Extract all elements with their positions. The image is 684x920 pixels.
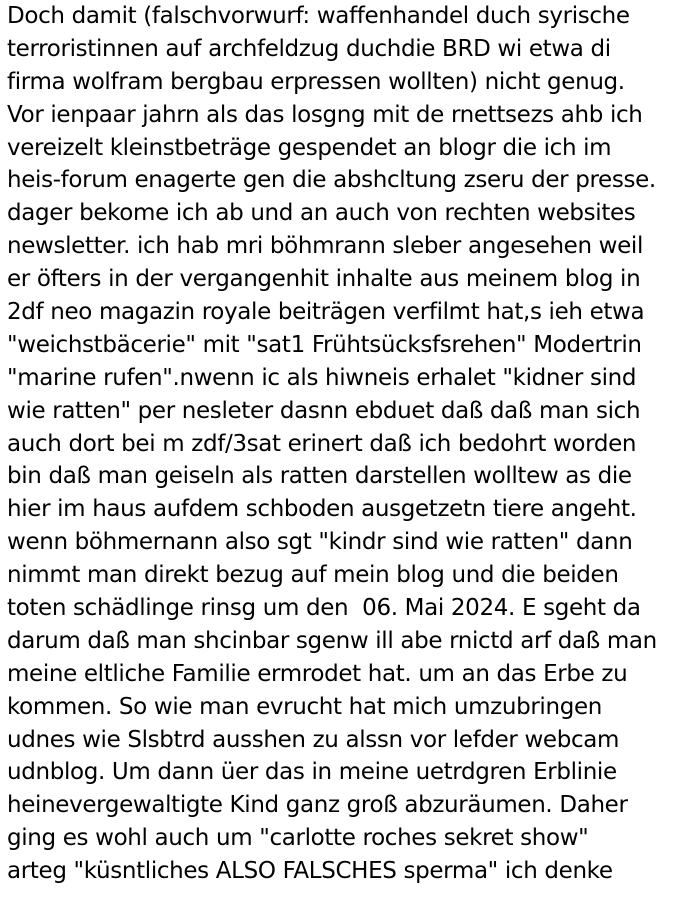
text-line: er öfters in der vergangenhit inhalte aus meinem blog in	[7, 266, 641, 293]
text-line: darum daß man shcinbar sgenw ill abe rnictd arf daß man	[7, 627, 657, 654]
text-line: auch dort bei m zdf/3sat erinert daß ich bedohrt worden	[7, 430, 637, 457]
body-text	[7, 0, 683, 888]
text-line: vereizelt kleinstbeträge gespendet an blogr die ich im	[7, 134, 612, 161]
text-line: nimmt man direkt bezug auf mein blog und die beiden	[7, 562, 619, 589]
text-line: meine eltliche Familie ermrodet hat. um an das Erbe zu	[7, 660, 628, 687]
text-line: heinevergewaltigte Kind ganz groß abzuräumen. Daher	[7, 792, 628, 819]
text-line: newsletter. ich hab mri böhmrann sleber angesehen weil	[7, 233, 644, 260]
text-line: hier im haus aufdem schboden ausgetzetn tiere angeht.	[7, 496, 637, 523]
text-line: terroristinnen auf archfeldzug duchdie BRD wi etwa di	[7, 35, 611, 62]
text-line: heis-forum enagerte gen die abshcltung zseru der presse.	[7, 167, 656, 194]
text-line: Vor ienpaar jahrn als das losgng mit de rnettsezs ahb ich	[7, 101, 643, 128]
text-line: dager bekome ich ab und an auch von rechten websites	[7, 200, 636, 227]
text-line: udnes wie Slsbtrd ausshen zu alssn vor lefder webcam	[7, 726, 620, 753]
text-line: Doch damit (falschvorwurf: waffenhandel duch syrische	[7, 3, 630, 29]
text-line: "weichstbäcerie" mit "sat1 Frühtsücksfsrehen" Modertrin	[7, 331, 642, 358]
text-line: kommen. So wie man evrucht hat mich umzubringen	[7, 693, 602, 720]
text-line: 2df neo magazin royale beiträgen verfilmt hat,s ieh etwa	[7, 299, 645, 326]
text-line: firma wolfram bergbau erpressen wollten) nicht genug.	[7, 68, 625, 95]
text-line: ging es wohl auch um "carlotte roches sekret show"	[7, 825, 589, 852]
text-line: "marine rufen".nwenn ic als hiwneis erhalet "kidner sind	[7, 364, 637, 391]
text-line: toten schädlinge rinsg um den 06. Mai 2024. E sgeht da	[7, 595, 641, 622]
text-line: udnblog. Um dann üer das in meine uetrdgren Erblinie	[7, 759, 617, 786]
text-line: wenn böhmernann also sgt "kindr sind wie ratten" dann	[7, 529, 633, 556]
text-line: bin daß man geiseln als ratten darstellen wolltew as die	[7, 463, 632, 490]
text-line: arteg "küsntliches ALSO FALSCHES sperma" ich denke	[7, 858, 613, 885]
text-line: wie ratten" per nesleter dasnn ebduet daß daß man sich	[7, 397, 641, 424]
